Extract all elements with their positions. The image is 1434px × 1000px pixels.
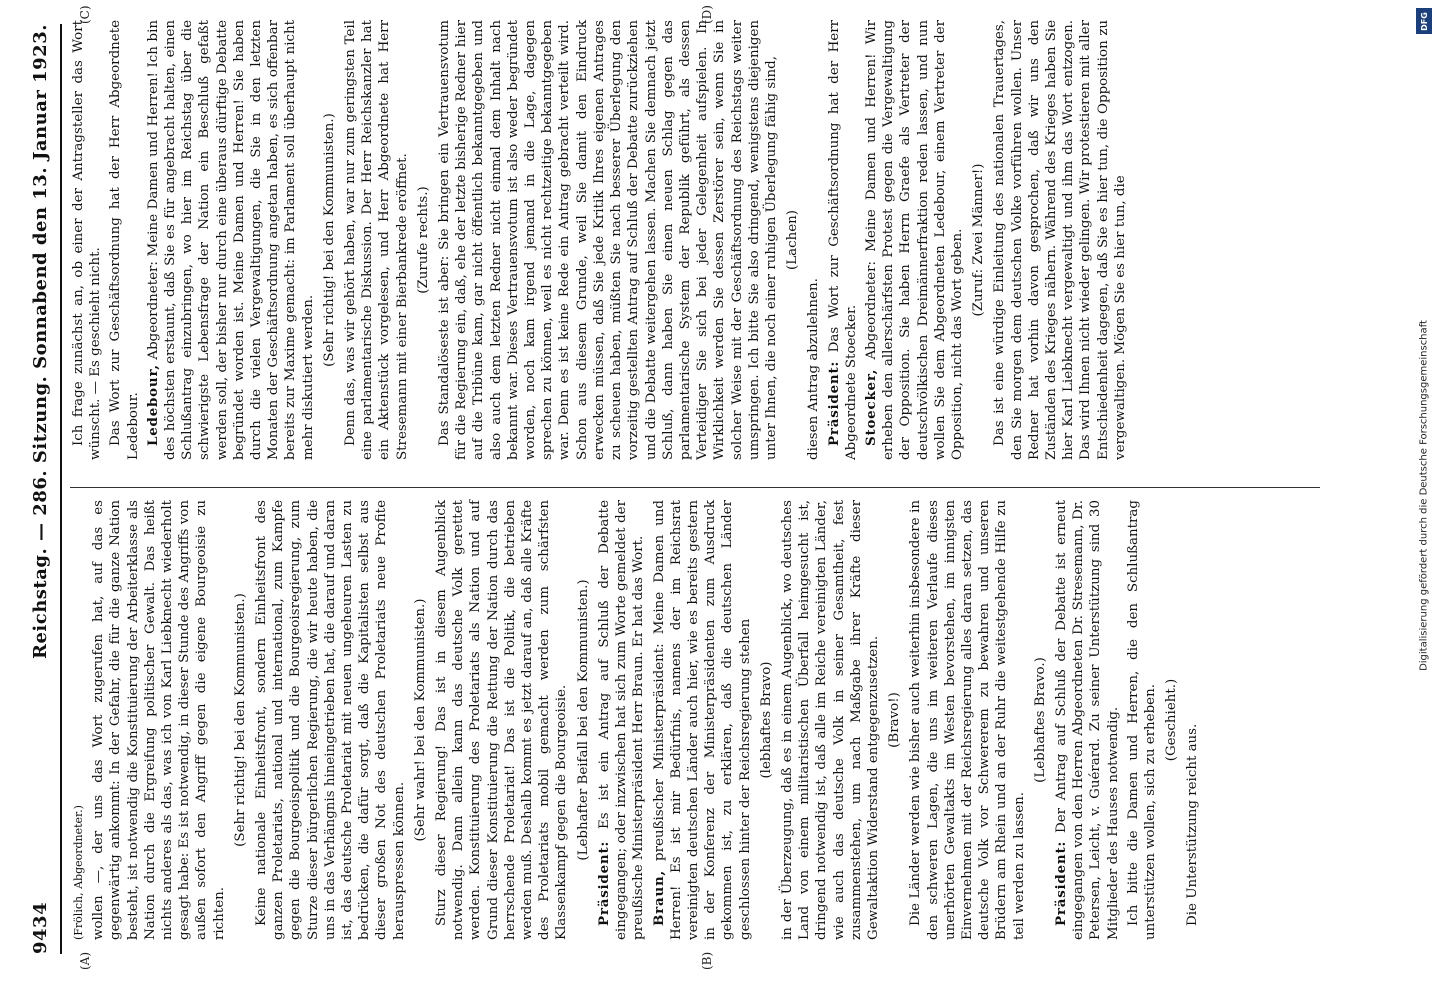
- paragraph: Die Länder werden wie bisher auch weiterhin insbesondere in den schweren Lagen, die uns im weiteren Verlaufe dieses unerhörten Gewaltakts im Westen bevorstehen, im innigsten Einvernehmen mit der Reichsregierung alles daran setzen, das deutsche Volk vor Schwererem zu bewahren und unseren Brüdern am Rhein und an der Ruhr die weitestgehende Hilfe zu teil werden zu lassen.: [908, 500, 1027, 940]
- paragraph: Sturz dieser Regierung! Das ist in diesem Augenblick notwendig. Dann allein kann das deutsche Volk gerettet werden. Konstituierung des Proletariats als Nation und auf Grund dieser Konstituierung die Rettung der Nation durch das herrschende Proletariat! Das ist die Politik, die betrieben werden muß. Deshalb kommt es jetzt darauf an, daß alle Kräfte des Proletariats mobil gemacht werden zum schärfsten Klassenkampf gegen die Bourgeoisie.: [434, 500, 570, 940]
- speech-text: Abgeordneter: Meine Damen und Herren! Wir erheben den allerschärfsten Protest gegen die Vergewaltigung der Opposition. Sie haben Herrn Graefe als Vertreter der deutschvölkischen Dreimännerfraktion reden lassen, und nun wollen Sie dem Abgeordneten Ledebour, einem Vertreter der Opposition, nicht das Wort geben.: [863, 20, 965, 460]
- paragraph: Ich bitte die Damen und Herren, die den Schlußantrag unterstützen wollen, sich zu erheben.: [1125, 500, 1158, 940]
- paragraph: wollen —, der uns das Wort zugerufen hat, auf das es gegenwärtig ankommt: In der Gefahr, die für die ganze Nation besteht, ist notwendig die Konstituierung der Arbeiterklasse als Nation durch die Ergreifung politischer Gewalt. Das heißt nichts anderes als das, was ich von Karl Liebknecht wiederholt gesagt habe: Es ist notwendig, in dieser Stunde des Angriffs von außen sofort den Angriff gegen die eigene Bourgeoisie zu richten.: [91, 500, 227, 940]
- paragraph: Ich frage zunächst an, ob einer der Antragsteller das Wort wünscht. — Es geschieht nicht.: [71, 20, 104, 460]
- digitization-note: [1412, 10, 1434, 990]
- page-header: [20, 24, 62, 954]
- right-column: [70, 20, 1132, 460]
- interjection: (Lebhaftes Bravo.): [1032, 657, 1048, 783]
- paragraph: Denn das, was wir gehört haben, war nur zum geringsten Teil eine parlamentarische Diskussion. Der Herr Reichskanzler hat ein Aktenstück vorgelesen, und Herr Abgeordnete hat Herr Stresemann mit einer Bierbankrede eröffnet.: [343, 20, 410, 460]
- margin-marker-a: (A): [78, 951, 92, 970]
- paragraph: Das Standalöseste ist aber: Sie bringen ein Vertrauensvotum für die Regierung ein, daß, ehe der letzte bisherige Redner hier auf die Tribüne kam, gar nicht öffentlich bekanntgegeben und also auch dem letzten Redner nicht einmal dem Inhalt nach bekannt war. Dieses Vertrauensvotum ist also weder begründet worden, noch kam irgend jemand in die Lage, dagegen sprechen zu können, weil es nicht rechtzeitige bekanntgegeben war. Denn es ist keine Rede ein Antrag gebracht verteilt wird. Schon aus diesem Grunde, weil Sie damit den Eindruck erwecken müssen, daß Sie jede Kritik Ihres eigenen Antrages zu scheuen haben, müßten Sie nach besserer Überlegung den vorzeitig gestellten Antrag auf Schluß der Debatte zurückziehen und die Debatte weitergehen lassen. Machen Sie demnach jetzt Schluß, dann haben Sie einen neuen Schlag gegen das parlamentarische System der Republik geführt, als dessen Verteidiger Sie sich bei jeder Gelegenheit aufspielen. In Wirklichkeit werden Sie dessen Zerstörer sein, wenn Sie in solcher Weise mit der Geschäftsordnung des Reichstags weiter umspringen. Ich bitte Sie also dringend, wenigstens diejenigen unter Ihnen, die noch einer ruhigen Überlegung fähig sind,: [437, 20, 779, 460]
- interjection: (Bravo!): [887, 692, 903, 748]
- paragraph: [826, 20, 860, 460]
- speech-text: Abgeordneter: Meine Damen und Herren! Ich bin des höchsten erstaunt, daß Sie es für angebracht halten, einen Schlußantrag einzubringen, wo hier im Reichstag über die schwierigste Lebensfrage der Nation ein Beschluß gefaßt werden soll, der bisher nur durch eine überaus dürftige Debatte begründet worden ist. Meine Damen und Herren! Sie haben durch die vielen Vergewaltigungen, die Sie in den letzten Monaten der Geschäftsordnung angetan haben, es sich offenbar bereits zur Maxime gemacht: im Parlament soll überhaupt nicht mehr diskutiert werden.: [145, 20, 316, 460]
- speaker-name: Ledebour,: [144, 364, 161, 446]
- interjection: (Lebhafter Beifall bei den Kommunisten.): [575, 579, 591, 861]
- interjection: (lebhaftes Bravo): [758, 661, 774, 779]
- speaker-name: Präsident:: [595, 840, 612, 926]
- page-number: 9434: [29, 901, 51, 954]
- speaker-name: Präsident:: [1052, 840, 1069, 926]
- paragraph: Die Unterstützung reicht aus.: [1185, 723, 1201, 926]
- dfg-logo-text: DFG: [1419, 11, 1429, 31]
- paragraph: [651, 500, 754, 940]
- margin-marker-b: (B): [700, 951, 714, 970]
- paragraph: Das Wort zur Geschäftsordnung hat der Herr Abgeordnete Ledebour.: [108, 20, 141, 460]
- speaker-name: Braun,: [650, 870, 667, 926]
- interjection: (Sehr wahr! bei den Kommunisten.): [412, 598, 428, 842]
- paragraph: [863, 20, 966, 460]
- digitization-note-text: Digitalisierung gefördert durch die Deutsche Forschungsgemeinschaft: [1418, 320, 1430, 671]
- page-title: Reichstag. — 286. Sitzung. Sonnabend den 13. Januar 1923.: [29, 24, 51, 659]
- speaker-name: Stoecker,: [862, 368, 879, 446]
- interjection: (Lachen): [785, 210, 801, 270]
- interjection: (Zuruf: Zwei Männer!): [971, 163, 987, 317]
- paragraph: Keine nationale Einheitsfront, sondern Einheitsfront des ganzen Proletariats, national und international, zum Kampfe gegen die Bourgeoispolitik und die Bourgeoisregierung, zum Sturze dieser bürgerlichen Regierung, die wir heute haben, die uns in das Verhängnis hineingetrieben hat, die darauf und daran ist, das deutsche Proletariat mit neuen ungeheuren Lasten zu bedrücken, die dafür sorgt, daß die Kapitalisten selbst aus dieser großen Not des deutschen Proletariats neue Profite herauspressen können.: [254, 499, 407, 940]
- speech-text: Das Wort zur Geschäftsordnung hat der Herr Abgeordnete Stoecker.: [826, 20, 859, 460]
- interjection: (Zurufe rechts.): [415, 186, 431, 294]
- interjection: (Sehr richtig! bei den Kommunisten.): [232, 593, 248, 847]
- paragraph: [596, 500, 648, 940]
- speech-text: Der Antrag auf Schluß der Debatte ist erneut eingegangen von den Herren Abgeordneten Dr. Stresemann, Dr. Petersen, Leicht, v. Guérard. Zu seiner Unterstützung sind 30 Mitglieder des Hauses notwendig.: [1053, 500, 1121, 940]
- interjection: (Geschieht.): [1164, 678, 1180, 762]
- margin-marker-d: (D): [700, 5, 714, 24]
- column-divider: [70, 487, 1320, 488]
- interjection: (Sehr richtig! bei den Kommunisten.): [321, 113, 337, 367]
- paragraph: diesen Antrag abzulehnen.: [806, 278, 822, 460]
- paragraph: [145, 20, 317, 460]
- paragraph: Das ist eine würdige Einleitung des nationalen Trauertages, den Sie morgen dem deutschen Volke vorführen wollen. Unser Redner hat vorhin davon gesprochen, daß wir uns den Zuständen des Krieges nähern. Während des Krieges haben Sie hier Karl Liebknecht vergewaltigt und ihm das Wort entzogen. Das wird Ihnen nicht wieder gelingen. Wir protestieren mit aller Entschiedenheit dagegen, daß Sie es hier tun, die Opposition zu vergewaltigen. Mögen Sie es hier tun, die: [992, 20, 1128, 460]
- paragraph: in der Überzeugung, daß es in einem Augenblick, wo deutsches Land von einem militaristischen Überfall heimgesucht ist, dringend notwendig ist, daß alle im Reiche vereinigten Länder, wie auch das deutsche Volk in seiner Gesamtheit, fest zusammenstehen, um nach Maßgabe ihrer Kräfte dieser Gewaltaktion Widerstand entgegenzusetzen.: [779, 500, 881, 940]
- left-column: [70, 500, 1205, 940]
- margin-marker-c: (C): [78, 5, 92, 24]
- speaker-name: Präsident:: [825, 360, 842, 446]
- paragraph: [1053, 500, 1122, 940]
- speech-text: Es ist ein Antrag auf Schluß der Debatte eingegangen; oder inzwischen hat sich zum Worte gemeldet der preußische Ministerpräsident Herr Braun. Er hat das Wort.: [596, 500, 647, 940]
- speech-text: preußischer Ministerpräsident: Meine Damen und Herren! Es ist mir Bedürfnis, namens der im Reichsrat vereinigten deutschen Länder auch hier, wie es bereits gestern in der Konferenz der Ministerpräsidenten zum Ausdruck gekommen ist, zu erklären, daß die deutschen Länder geschlossen hinter der Reichsregierung stehen: [651, 500, 753, 940]
- speaker-continuation: (Frölich, Abgeordneter.): [72, 805, 85, 940]
